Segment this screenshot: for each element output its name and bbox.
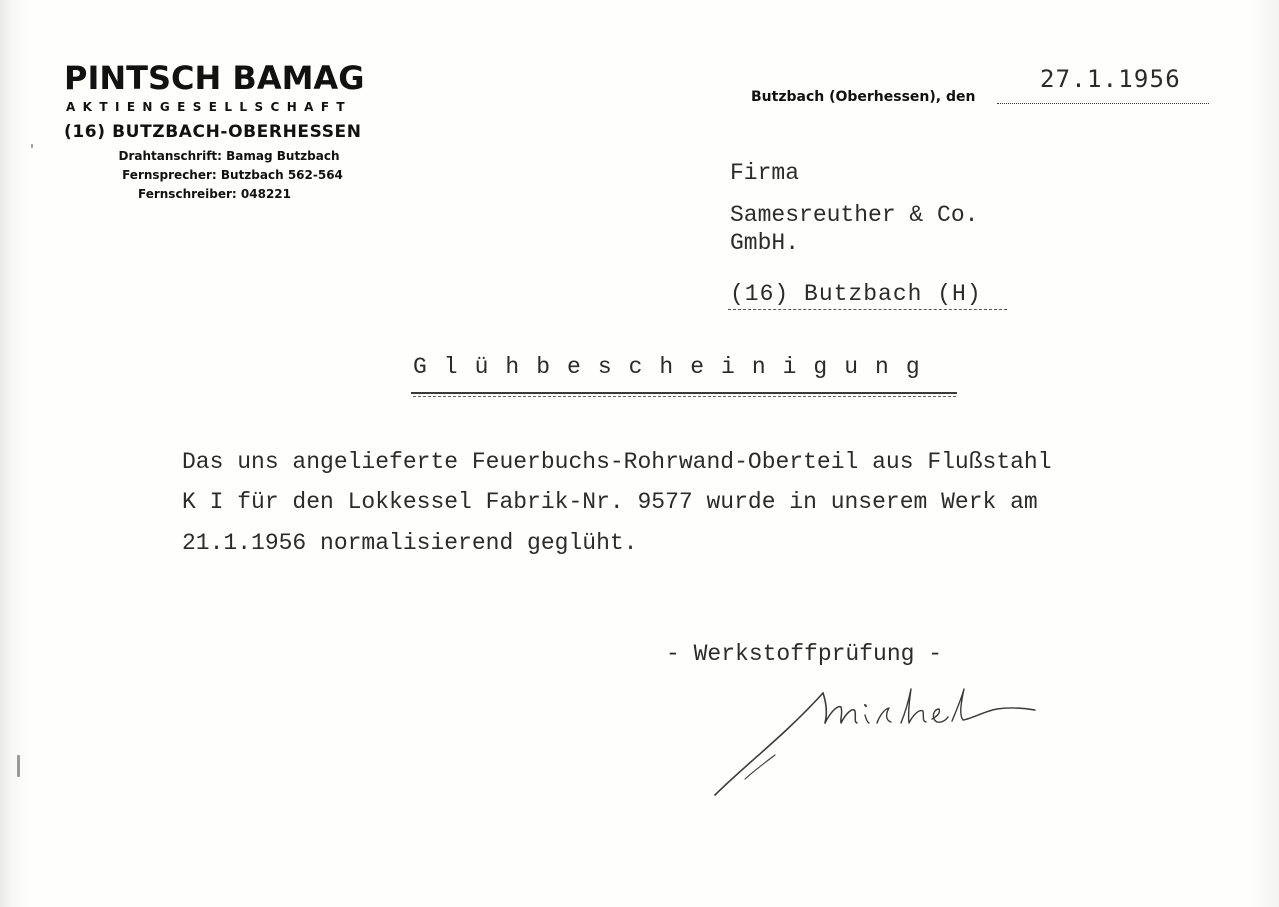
title-underline xyxy=(411,392,957,394)
company-legal-form: AKTIENGESELLSCHAFT xyxy=(66,100,353,114)
body-line-1: Das uns angelieferte Feuerbuchs-Rohrwand-Oberteil aus Flußstahl xyxy=(182,449,1052,475)
left-edge-mark xyxy=(17,755,20,777)
telegraph-address: Drahtanschrift: Bamag Butzbach xyxy=(118,149,340,163)
date-label: Butzbach (Oberhessen), den xyxy=(751,89,976,105)
company-name: PINTSCH BAMAG xyxy=(64,59,365,97)
recipient-line-2: Samesreuther & Co. xyxy=(730,202,979,228)
recipient-line-4: (16) Butzbach (H) xyxy=(730,281,982,307)
body-line-3: 21.1.1956 normalisierend geglüht. xyxy=(182,530,638,556)
company-contact-block xyxy=(64,147,444,204)
recipient-line-1: Firma xyxy=(730,160,800,186)
handwritten-signature xyxy=(705,675,1045,805)
body-line-2: K I für den Lokkessel Fabrik-Nr. 9577 wurde in unserem Werk am xyxy=(182,489,1038,515)
recipient-underline xyxy=(728,309,1007,310)
recipient-line-3: GmbH. xyxy=(730,230,800,256)
department-label: - Werkstoffprüfung - xyxy=(666,641,943,667)
phone-number: Fernsprecher: Butzbach 562-564 xyxy=(122,168,343,182)
title-underline-dashes xyxy=(413,396,956,397)
document-title: Glühbescheinigung xyxy=(413,354,937,380)
date-dotted-line xyxy=(997,103,1209,104)
date-value: 27.1.1956 xyxy=(1040,65,1181,93)
company-city: (16) BUTZBACH-OBERHESSEN xyxy=(64,122,362,142)
telex-number: Fernschreiber: 048221 xyxy=(138,187,291,201)
